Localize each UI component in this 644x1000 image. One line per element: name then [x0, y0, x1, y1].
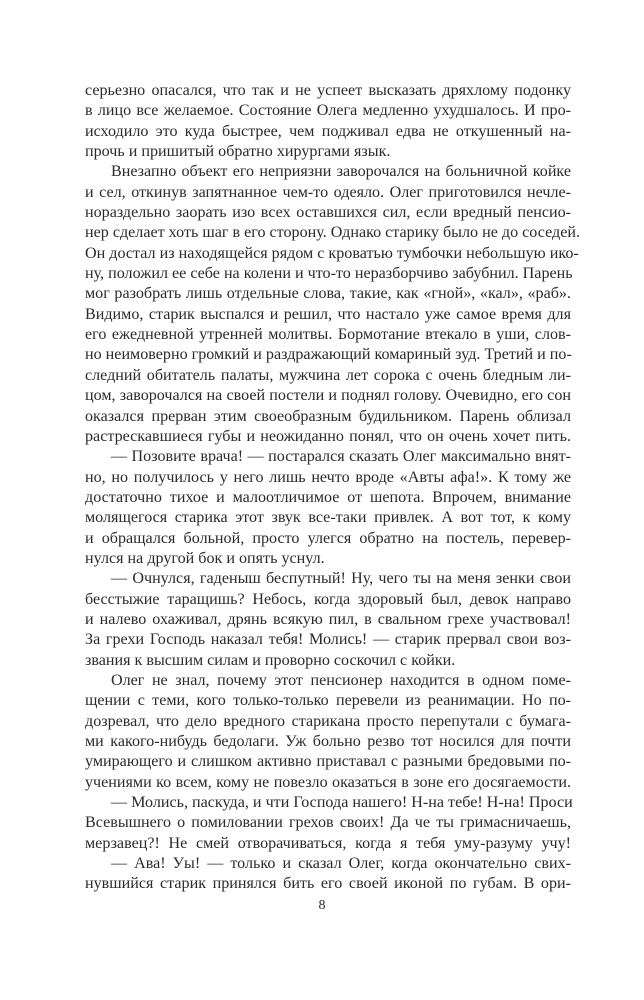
text-line: в лицо все желаемое. Состояние Олега медленно ухудшалось. И про- — [85, 102, 571, 120]
paragraph-first-line: — Позовите врача! — постарался сказать Олег максимально внят- — [111, 448, 571, 466]
text-line: но неимоверно громкий и раздражающий комариный зуд. Третий и по- — [85, 346, 572, 364]
text-line: и налево охаживал, дрянь всякую пил, в свальном грехе участвовал! — [85, 610, 571, 628]
text-line: растрескавшиеся губы и неожиданно понял, что он очень хочет пить. — [85, 427, 571, 445]
body-text — [85, 81, 580, 895]
text-line: умирающего и слишком активно приставал с разными бредовыми по- — [85, 753, 571, 771]
text-line: и обращался больной, просто улегся обратно на постель, перевер- — [85, 529, 571, 547]
paragraph-first-line: — Молись, паскуда, и чти Господа нашего! Н-на тебе! Н-на! Проси — [111, 794, 573, 812]
text-line: За грехи Господь наказал тебя! Молись! — старик прервал свои воз- — [85, 631, 571, 649]
text-line: нер сделает хоть шаг в его сторону. Однако старику было не до соседей. — [85, 224, 580, 242]
text-line: нувшийся старик принялся бить его своей иконой по губам. В ори- — [85, 875, 571, 893]
text-line: достаточно тихое и малоотличимое от шепота. Впрочем, внимание — [85, 488, 571, 506]
paragraph-first-line: Внезапно объект его неприязни заворочался на больничной койке — [111, 163, 571, 181]
text-line: следний обитатель палаты, мужчина лет сорока с очень бледным ли- — [85, 366, 571, 384]
text-line: оказался прерван этим своеобразным будильником. Парень облизал — [85, 407, 571, 425]
text-line: Всевышнего о помиловании грехов своих! Да че ты гримасничаешь, — [85, 814, 571, 832]
text-line: исходило это куда быстрее, чем подживал едва не откушенный на- — [85, 122, 571, 140]
text-line: серьезно опасался, что так и не успеет высказать дряхлому подонку — [85, 82, 571, 99]
text-line: его ежедневной утренней молитвы. Бормотание втекало в уши, слов- — [85, 326, 571, 344]
text-line: нулся на другой бок и опять уснул. — [85, 549, 325, 567]
text-line: Видимо, старик выспался и решил, что настало уже самое время для — [85, 305, 571, 323]
text-line: прочь и пришитый обратно хирургами язык. — [85, 143, 391, 161]
text-line: мерзавец?! Не смей отворачиваться, когда я тебя уму-разуму учу! — [85, 834, 571, 852]
text-line: Он достал из находящейся рядом с кроватью тумбочки небольшую ико- — [85, 244, 579, 262]
text-line: бесстыжие таращишь? Небось, когда здоровый был, девок направо — [85, 590, 571, 608]
text-line: и сел, откинув запятнанное чем-то одеяло. Олег приготовился нечле- — [85, 183, 571, 201]
paragraph-first-line: — Очнулся, гаденыш беспутный! Ну, чего ты на меня зенки свои — [111, 570, 571, 588]
paragraph-first-line: Олег не знал, почему этот пенсионер находится в одном поме- — [111, 671, 571, 689]
text-line: цом, заворочался на своей постели и поднял голову. Очевидно, его сон — [85, 387, 571, 405]
text-line: щении с теми, кого только-только перевели из реанимации. Но по- — [85, 692, 571, 710]
text-line: ну, положил ее себе на колени и что-то неразборчиво забубнил. Парень — [85, 265, 573, 283]
text-line: нораздельно заорать изо всех оставшихся сил, если вредный пенсио- — [85, 204, 571, 222]
page-number: 8 — [318, 898, 326, 913]
text-line: молящегося старика этот звук все-таки привлек. А вот тот, к кому — [85, 509, 571, 527]
paragraph-first-line: — Ава! Уы! — только и сказал Олег, когда окончательно свих- — [111, 855, 571, 873]
text-line: но, но получилось у него лишь нечто вроде «Авты афа!». К тому же — [85, 468, 571, 486]
text-line: мог разобрать лишь отдельные слова, такие, как «гной», «кал», «раб». — [85, 285, 571, 303]
text-line: звания к высшим силам и проворно соскочил с койки. — [85, 651, 456, 669]
text-line: дозревал, что дело вредного старикана просто перепутали с бумага- — [85, 712, 571, 730]
text-line: ми какого-нибудь бедолаги. Уж больно резво тот носился для почти — [85, 733, 571, 750]
text-line: учениями ко всем, кому не повезло оказаться в зоне его досягаемости. — [85, 773, 571, 791]
